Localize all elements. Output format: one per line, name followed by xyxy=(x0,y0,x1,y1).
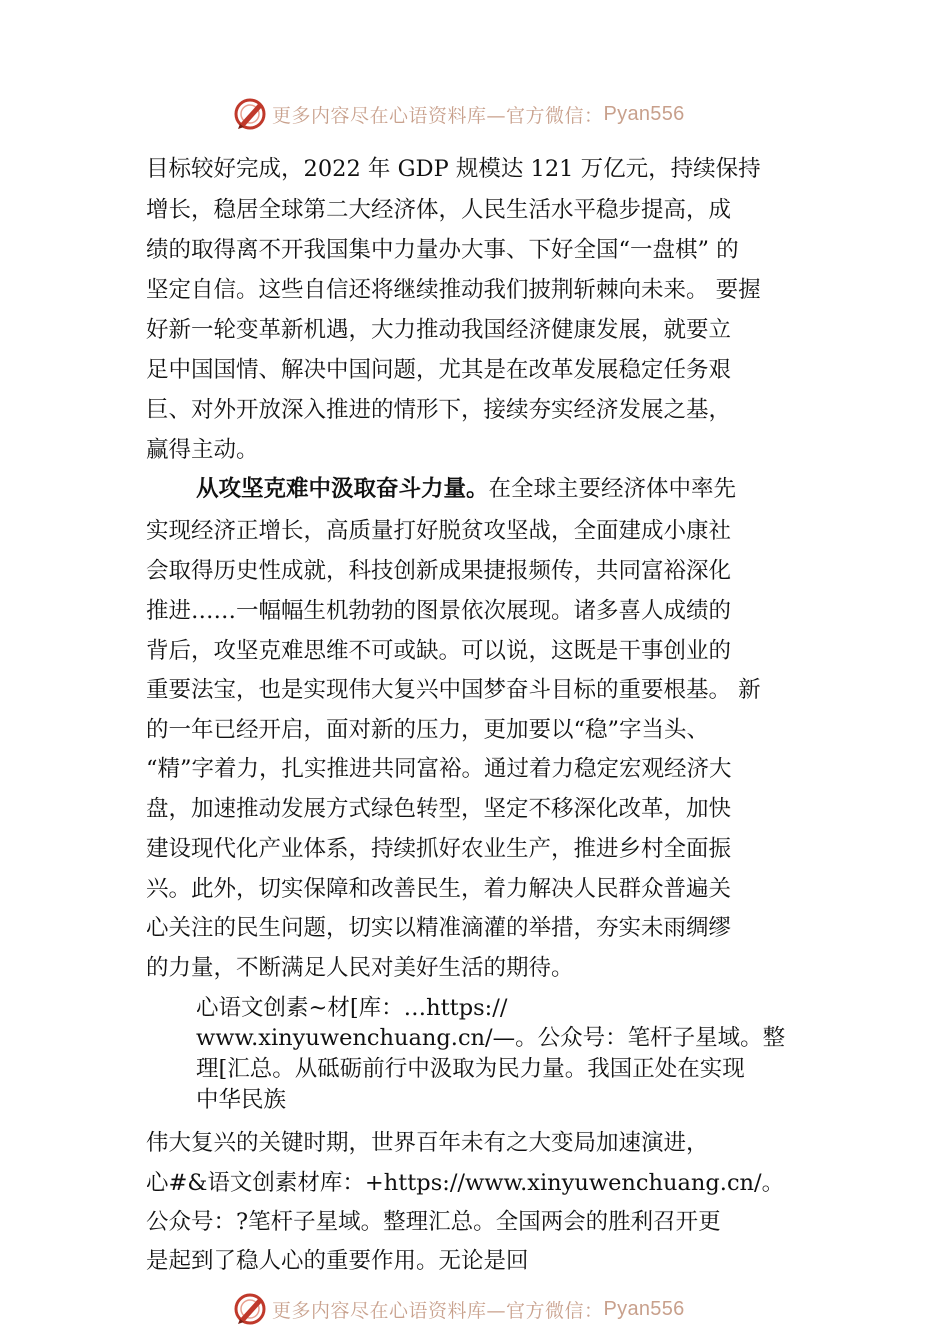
body-line: 足中国国情、解决中国问题，尤其是在改革发展稳定任务艰 xyxy=(146,357,732,383)
header-banner-text: 更多内容尽在心语资料库—官方微信： xyxy=(272,104,604,127)
body-line: 背后，攻坚克难思维不可或缺。可以说，这既是干事创业的 xyxy=(146,638,732,664)
indented-line: 心语文创素~材[库：…https:// xyxy=(196,995,508,1021)
footer-banner xyxy=(232,1289,685,1329)
pen-circle-logo-icon xyxy=(232,1291,268,1327)
footer-banner-wechat-id: Pyan556 xyxy=(603,1297,685,1320)
body-line: 绩的取得离不开我国集中力量办大事、下好全国“一盘棋” 的 xyxy=(146,237,739,263)
body-line: 心关注的民生问题，切实以精准滴灌的举措，夯实未雨绸缪 xyxy=(146,915,732,941)
body-line: 建设现代化产业体系，持续抓好农业生产，推进乡村全面振 xyxy=(146,836,732,862)
body-line: 实现经济正增长，高质量打好脱贫攻坚战，全面建成小康社 xyxy=(146,518,732,544)
body-line: 重要法宝，也是实现伟大复兴中国梦奋斗目标的重要根基。 新 xyxy=(146,677,761,703)
article-body xyxy=(146,0,826,1344)
paragraph-2-first-rest: 在全球主要经济体中率先 xyxy=(488,476,737,502)
body-line: 推进……一幅幅生机勃勃的图景依次展现。诸多喜人成绩的 xyxy=(146,598,732,624)
footer-banner-text: 更多内容尽在心语资料库—官方微信： xyxy=(272,1299,604,1322)
body-line: 是起到了稳人心的重要作用。无论是回 xyxy=(146,1248,529,1274)
body-line: 坚定自信。这些自信还将继续推动我们披荆斩棘向未来。 要握 xyxy=(146,277,761,303)
indented-line: 中华民族 xyxy=(196,1087,287,1113)
indented-line: 理[汇总。从砥砺前行中汲取为民力量。我国正处在实现 xyxy=(196,1056,745,1082)
body-line: 赢得主动。 xyxy=(146,437,259,463)
paragraph-heading: 从攻坚克难中汲取奋斗力量。 xyxy=(196,476,489,502)
body-line: 的力量，不断满足人民对美好生活的期待。 xyxy=(146,955,574,981)
indented-line: www.xinyuwenchuang.cn/—。公众号：笔杆子星域。整 xyxy=(196,1025,786,1051)
body-line: 的一年已经开启，面对新的压力，更加要以“稳”字当头、 xyxy=(146,717,710,743)
body-line: 目标较好完成，2022 年 GDP 规模达 121 万亿元，持续保持 xyxy=(146,156,761,182)
body-line: 兴。此外，切实保障和改善民生，着力解决人民群众普遍关 xyxy=(146,876,732,902)
body-line: 盘，加速推动发展方式绿色转型，坚定不移深化改革，加快 xyxy=(146,796,732,822)
body-line: 伟大复兴的关键时期，世界百年未有之大变局加速演进， xyxy=(146,1130,709,1156)
body-line: 好新一轮变革新机遇，大力推动我国经济健康发展，就要立 xyxy=(146,317,732,343)
body-line: “精”字着力，扎实推进共同富裕。通过着力稳定宏观经济大 xyxy=(146,756,732,782)
body-line: 增长，稳居全球第二大经济体，人民生活水平稳步提高，成 xyxy=(146,197,732,223)
body-line: 公众号：?笔杆子星域。整理汇总。全国两会的胜利召开更 xyxy=(146,1209,721,1235)
body-line: 会取得历史性成就，科技创新成果捷报频传，共同富裕深化 xyxy=(146,558,732,584)
body-line: 心#&语文创素材库：+https://www.xinyuwenchuang.cn/。 xyxy=(146,1170,785,1196)
body-line: 巨、对外开放深入推进的情形下，接续夯实经济发展之基， xyxy=(146,397,732,423)
paragraph-2-first-line xyxy=(196,469,736,509)
header-banner-wechat-id: Pyan556 xyxy=(603,102,685,125)
